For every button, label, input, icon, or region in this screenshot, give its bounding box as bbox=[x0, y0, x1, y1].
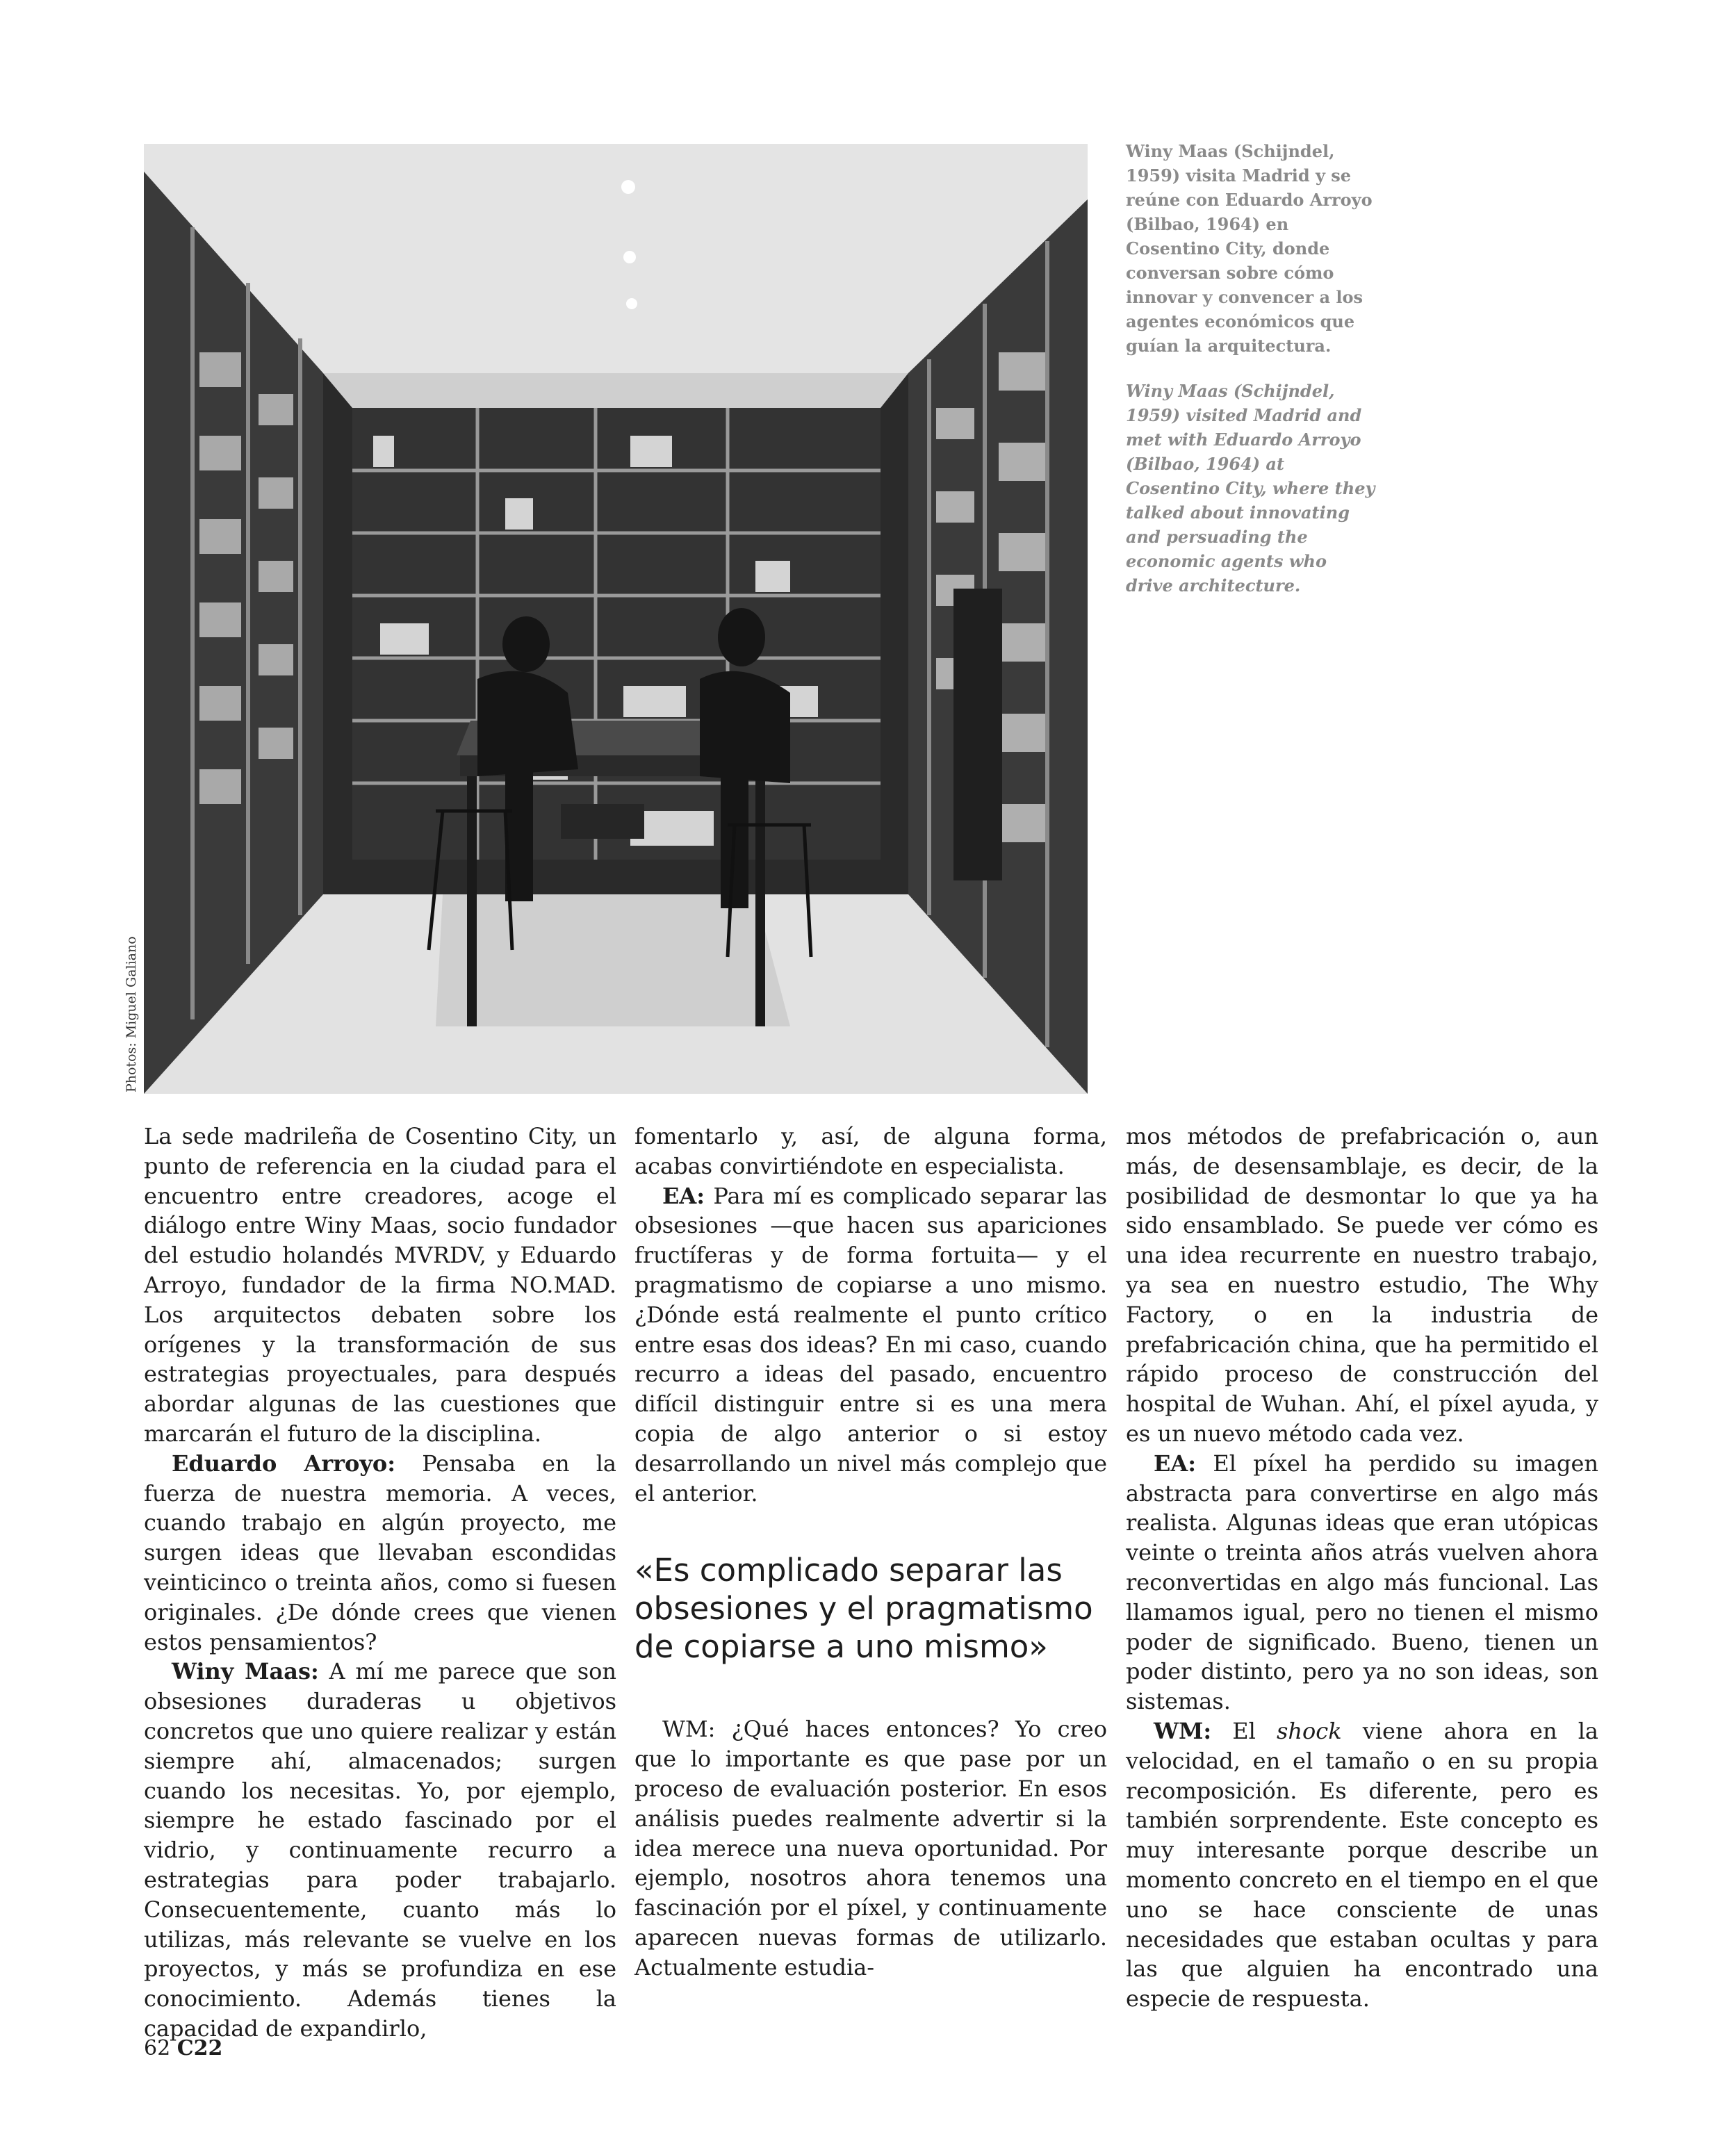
page-number: 62 bbox=[144, 2036, 171, 2060]
paragraph-ea bbox=[634, 1181, 1107, 1509]
text-column-2 bbox=[634, 1122, 1107, 1983]
paragraph-wm bbox=[1126, 1716, 1598, 2014]
caption-english: Winy Maas (Schijndel, 1959) visited Madrid and met with Eduardo Arroyo (Bilbao, 1964) at Cosentino City, where they talked about innovating and persuading the economic agents who drive architecture. bbox=[1126, 381, 1375, 596]
page-folio bbox=[144, 2036, 222, 2060]
intro-paragraph: La sede madrileña de Cosentino City, un punto de referencia en la ciudad para el encuentro entre creadores, acoge el diálogo entre Winy Maas, socio fundador del estudio holandés MVRDV, y Eduardo Arroyo, fundador de la firma NO.MAD. Los arquitectos debaten sobre los orígenes y la transformación de sus estrategias proyectuales, para después abordar algunas de las cuestiones que marcarán el futuro de la disciplina. bbox=[144, 1123, 616, 1447]
speaker-label: WM: bbox=[1154, 1717, 1212, 1744]
text-column-3 bbox=[1126, 1122, 1598, 2014]
speaker-label: WM: bbox=[662, 1716, 716, 1743]
paragraph-ea bbox=[1126, 1449, 1598, 1716]
paragraph-wm bbox=[634, 1714, 1107, 1982]
paragraph-eduardo-arroyo bbox=[144, 1449, 616, 1657]
text-column-1 bbox=[144, 1122, 616, 2044]
paragraph-text: A mí me parece que son obsesiones duraderas u objetivos concretos que uno quiere realizar y están siempre ahí, almacenados; surgen cuando los necesitas. Yo, por ejemplo, siempre he estado fascinado por el vidrio, y continuamente recurro a estrategias para poder trabajarlo. Consecuentemente, cuanto más lo utilizas, más relevante se vuelve en los proyectos, y más se profundiza en ese conocimiento. Además tienes la capacidad de expandirlo, bbox=[144, 1658, 617, 2042]
pull-quote: «Es complicado separar las obsesiones y el pragmatismo de copiarse a uno mismo» bbox=[634, 1552, 1093, 1666]
paragraph-text: Pensaba en la fuerza de nuestra memoria. A veces, cuando trabajo en algún proyecto, me surgen ideas que llevaban escondidas veinticinco o treinta años, como si fuesen originales. ¿De dónde crees que vienen estos pensamientos? bbox=[144, 1450, 617, 1655]
paragraph-text: Para mí es complicado separar las obsesiones —que hacen sus apariciones fructíferas y de forma fortuita— y el pragmatismo de copiarse a uno mismo. ¿Dónde está realmente el punto crítico entre esas dos ideas? En mi caso, cuando recurro a ideas del pasado, encuentro difícil distinguir entre si es una mera copia de algo anterior o si estoy desarrollando un nivel más complejo que el anterior. bbox=[634, 1182, 1107, 1507]
feature-photo bbox=[144, 144, 1088, 1094]
paragraph-text: viene ahora en la velocidad, en el tamaño o en su propia recomposición. Es diferente, pero es también sorprendente. Este concepto es muy interesante porque describe un momento concreto en el tiempo en el que uno se hace consciente de unas necesidades que estaban ocultas y para las que alguien ha encontrado una especie de respuesta. bbox=[1126, 1717, 1599, 2012]
speaker-label: Winy Maas: bbox=[172, 1658, 319, 1685]
speaker-label: EA: bbox=[662, 1182, 705, 1209]
speaker-label: EA: bbox=[1154, 1450, 1197, 1477]
paragraph-text: El bbox=[1211, 1717, 1277, 1744]
speaker-label: Eduardo Arroyo: bbox=[172, 1450, 396, 1477]
photo-credit: Photos: Miguel Galiano bbox=[124, 936, 139, 1092]
paragraph-continuation: mos métodos de prefabricación o, aun más, de desensamblaje, es decir, de la posibilidad de desmontar lo que ya ha sido ensamblado. Se puede ver cómo es una idea recurrente en nuestro trabajo, ya sea en nuestro estudio, The Why Factory, o en la industria de prefabricación china, que ha permitido el rápido proceso de construcción del hospital de Wuhan. Ahí, el píxel ayuda, y es un nuevo método cada vez. bbox=[1126, 1123, 1598, 1447]
emphasis-shock: shock bbox=[1276, 1717, 1342, 1744]
library-room-illustration bbox=[144, 144, 1088, 1094]
paragraph-text: ¿Qué haces entonces? Yo creo que lo importante es que pase por un proceso de evaluación posterior. En esos análisis puedes realmente advertir si la idea merece una nueva oportunidad. Por ejemplo, nosotros ahora tenemos una fascinación por el píxel, y continuamente aparecen nuevas formas de utilizarlo. Actualmente estudia- bbox=[634, 1716, 1107, 1981]
caption-spanish: Winy Maas (Schijndel, 1959) visita Madrid y se reúne con Eduardo Arroyo (Bilbao, 1964) en Cosentino City, donde conversan sobre cómo innovar y convencer a los agentes económicos que guían la arquitectura. bbox=[1126, 141, 1373, 356]
paragraph-continuation: fomentarlo y, así, de alguna forma, acabas convirtiéndote en especialista. bbox=[634, 1123, 1107, 1179]
photo-caption bbox=[1126, 139, 1376, 618]
paragraph-text: El píxel ha perdido su imagen abstracta para convertirse en algo más realista. Algunas ideas que eran utópicas veinte o treinta años atrás vuelven ahora reconvertidas en algo más funcional. Las llamamos igual, pero no tienen el mismo poder de significado. Bueno, tienen un poder distinto, pero ya no son ideas, son sistemas. bbox=[1126, 1450, 1598, 1715]
magazine-name: C22 bbox=[177, 2036, 223, 2060]
paragraph-winy-maas bbox=[144, 1657, 616, 2043]
